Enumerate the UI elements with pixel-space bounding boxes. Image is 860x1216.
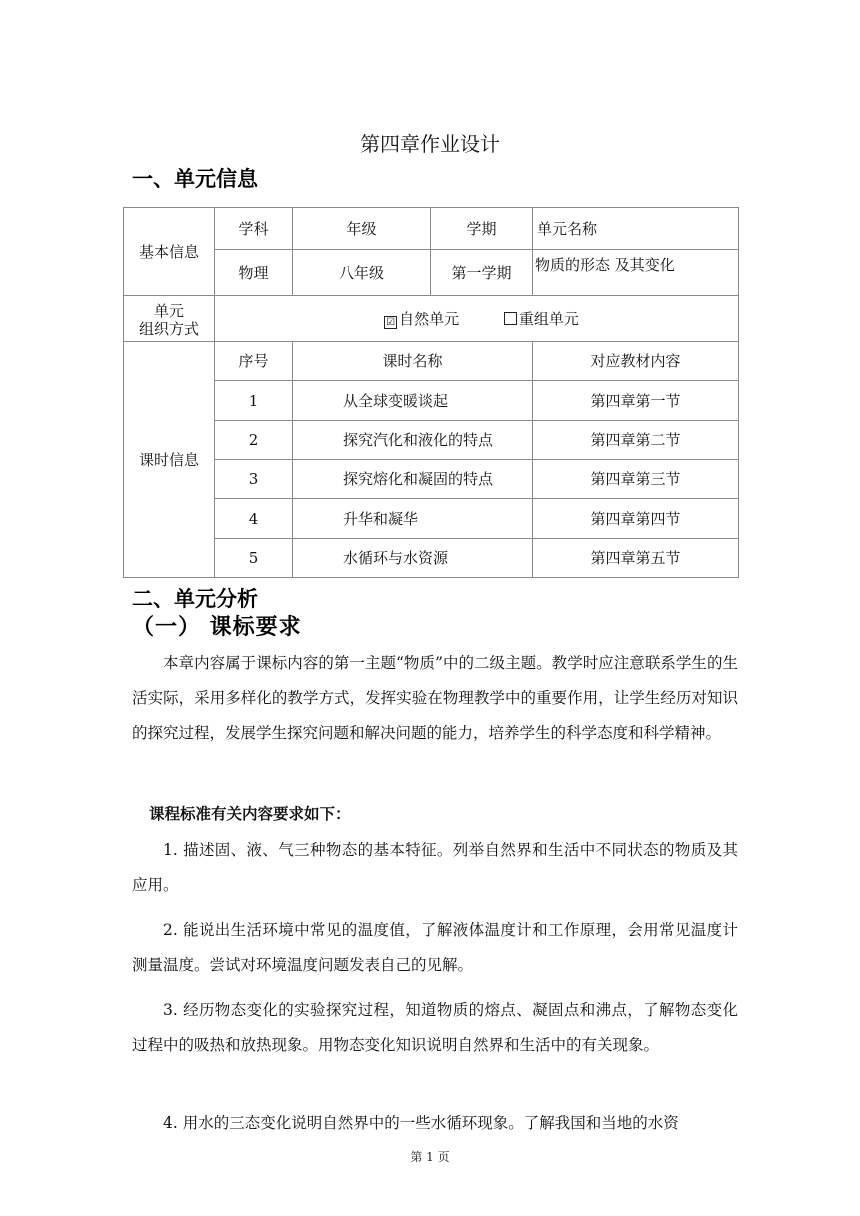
lesson-header-content: 对应教材内容: [533, 342, 739, 381]
basic-info-label: 基本信息: [124, 208, 215, 296]
org-options: [215, 296, 739, 342]
intro-paragraph: [132, 646, 738, 751]
lesson-name: 升华和凝华: [293, 499, 533, 539]
header-grade: 年级: [293, 208, 431, 250]
requirement-text: 3. 经历物态变化的实验探究过程，知道物质的熔点、凝固点和沸点，了解物态变化过程中的吸热和放热现象。用物态变化知识说明自然界和生活中的有关现象。: [132, 1001, 738, 1054]
page-number: 第 1 页: [410, 1150, 450, 1164]
lesson-no: 1: [215, 381, 293, 421]
lesson-name: 探究熔化和凝固的特点: [293, 460, 533, 499]
lesson-content: 第四章第四节: [533, 499, 739, 539]
requirement-item: [132, 993, 738, 1063]
lesson-header-name: 课时名称: [293, 342, 533, 381]
natural-unit-label: 自然单元: [399, 309, 460, 328]
value-unit-name: 物质的形态 及其变化: [533, 250, 739, 296]
lesson-info-label: 课时信息: [124, 342, 215, 578]
requirement-text: 4. 用水的三态变化说明自然界中的一些水循环现象。了解我国和当地的水资: [163, 1114, 679, 1132]
section-heading-unit-info: 一、单元信息: [132, 167, 258, 191]
lesson-row: [124, 499, 739, 539]
requirement-item: [132, 913, 738, 983]
header-unit-name: 单元名称: [533, 208, 739, 250]
empty-box-icon: [504, 312, 517, 325]
lesson-content: 第四章第三节: [533, 460, 739, 499]
regroup-unit-checkbox[interactable]: [504, 310, 519, 328]
lesson-name: 水循环与水资源: [293, 539, 533, 578]
unit-info-table: [123, 207, 739, 578]
value-subject: 物理: [215, 250, 293, 296]
lesson-no: 3: [215, 460, 293, 499]
subsection-heading-curriculum: （一） 课标要求: [132, 615, 302, 640]
requirement-text: 1. 描述固、液、气三种物态的基本特征。列举自然界和生活中不同状态的物质及其应用。: [132, 841, 738, 894]
lesson-row: [124, 421, 739, 460]
lesson-name: 探究汽化和液化的特点: [293, 421, 533, 460]
document-title: 第四章作业设计: [360, 132, 500, 156]
lesson-row: [124, 539, 739, 578]
checked-box-icon: ☑: [384, 316, 397, 329]
lesson-row: [124, 460, 739, 499]
value-grade: 八年级: [293, 250, 431, 296]
requirement-item: [132, 833, 738, 903]
lesson-row: [124, 381, 739, 421]
org-label: [124, 296, 215, 342]
org-label-text: 单元 组织方式: [138, 301, 199, 338]
lesson-no: 5: [215, 539, 293, 578]
header-semester: 学期: [431, 208, 533, 250]
lesson-content: 第四章第二节: [533, 421, 739, 460]
lesson-name: 从全球变暖谈起: [293, 381, 533, 421]
value-semester: 第一学期: [431, 250, 533, 296]
lesson-content: 第四章第一节: [533, 381, 739, 421]
header-subject: 学科: [215, 208, 293, 250]
lesson-no: 2: [215, 421, 293, 460]
requirements-heading: 课程标准有关内容要求如下：: [149, 805, 351, 823]
regroup-unit-label: 重组单元: [518, 309, 579, 328]
requirement-text: 2. 能说出生活环境中常见的温度值，了解液体温度计和工作原理，会用常见温度计测量温度。尝试对环境温度问题发表自己的见解。: [132, 921, 738, 974]
intro-text: 本章内容属于课标内容的第一主题“物质”中的二级主题。教学时应注意联系学生的生活实际，采用多样化的教学方式，发挥实验在物理教学中的重要作用，让学生经历对知识的探究过程，发展学生探究问题和解决问题的能力，培养学生的科学态度和科学精神。: [132, 654, 738, 742]
lesson-content: 第四章第五节: [533, 539, 739, 578]
lesson-no: 4: [215, 499, 293, 539]
natural-unit-checkbox[interactable]: [384, 310, 399, 328]
section-heading-unit-analysis: 二、单元分析: [132, 587, 258, 611]
lesson-header-no: 序号: [215, 342, 293, 381]
requirement-item: [132, 1106, 738, 1141]
